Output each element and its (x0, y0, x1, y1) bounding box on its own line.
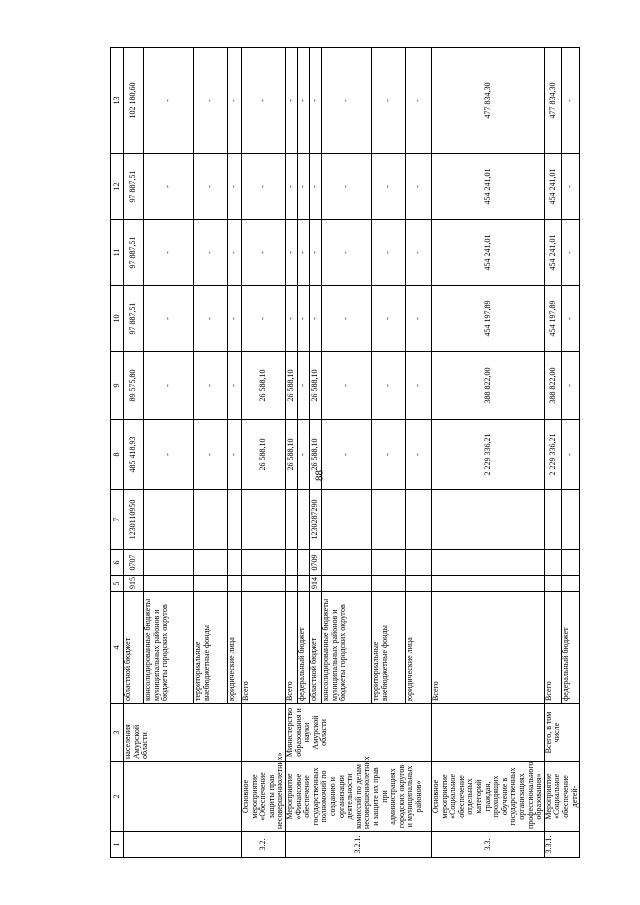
col-13-header: 13 (111, 48, 124, 154)
col-3-header: 3 (111, 704, 124, 762)
cell-rzpr: 0707 (124, 550, 144, 576)
table-row (242, 48, 286, 858)
cell-value: - (322, 220, 372, 286)
cell-source: юридические лица (406, 592, 432, 704)
cell-value: - (562, 286, 580, 352)
cell-index: 3.3.1. (544, 832, 579, 858)
cell-index: 3.2.1. (286, 832, 432, 858)
cell-source: Всего (544, 592, 562, 704)
cell-value: - (406, 48, 432, 154)
cell-value: 454 197,89 (432, 286, 545, 352)
cell-value: - (372, 220, 406, 286)
cell-value: - (298, 48, 310, 154)
cell-value: 2 229 336,21 (432, 420, 545, 490)
cell-value: 26 588,10 (286, 352, 298, 420)
cell-executor (432, 704, 545, 762)
cell-name: Мероприятие «Социальное обеспечение детей- (544, 762, 579, 832)
cell-value: - (194, 220, 228, 286)
cell-value: 26 588,10 (286, 420, 298, 490)
cell-source: консолидированные бюджеты муниципальных районов и бюджеты городских округов (322, 592, 372, 704)
cell-name: Мероприятие «Финансовое обеспечение государственных полномочий по созданию и организации деятельности комиссий по делам несовершеннолетних и защите их прав при администрациях городских округов и муниципальных районов» (286, 762, 432, 832)
cell-value: - (310, 48, 322, 154)
col-5-header: 5 (111, 576, 124, 592)
cell-value: - (406, 286, 432, 352)
cell-value: - (322, 286, 372, 352)
cell-value: - (562, 220, 580, 286)
cell-value: - (228, 154, 242, 220)
cell-source: территориальные внебюджетные фонды (372, 592, 406, 704)
cell-value: 97 887,51 (124, 220, 144, 286)
cell-value: - (372, 48, 406, 154)
table-row (124, 48, 144, 858)
col-1-header: 1 (111, 832, 124, 858)
cell-value: 454 241,01 (544, 220, 562, 286)
cell-value: - (406, 420, 432, 490)
col-12-header: 12 (111, 154, 124, 220)
cell-value: - (242, 48, 286, 154)
cell-index: 3.2. (242, 832, 286, 858)
cell-value: - (298, 286, 310, 352)
cell-csr: 1230110950 (124, 490, 144, 550)
cell-value: - (310, 220, 322, 286)
cell-source: Всего (432, 592, 545, 704)
cell-value: 388 822,00 (544, 352, 562, 420)
cell-source: юридические лица (228, 592, 242, 704)
cell-value: - (242, 220, 286, 286)
cell-value: - (286, 286, 298, 352)
col-4-header: 4 (111, 592, 124, 704)
cell-value: 26 588,10 (242, 420, 286, 490)
cell-value: - (242, 154, 286, 220)
cell-index (124, 832, 242, 858)
cell-grbs: 915 (124, 576, 144, 592)
cell-value: 477 834,30 (544, 48, 562, 154)
cell-grbs: 914 (310, 576, 322, 592)
cell-value: 2 229 336,21 (544, 420, 562, 490)
cell-value: - (286, 220, 298, 286)
cell-rzpr: 0709 (310, 550, 322, 576)
cell-name (124, 762, 242, 832)
cell-source: федеральный бюджет (298, 592, 310, 704)
cell-value: - (310, 154, 322, 220)
cell-value: - (144, 352, 194, 420)
cell-value: - (298, 352, 310, 420)
cell-source: областной бюджет (124, 592, 144, 704)
cell-value: - (194, 48, 228, 154)
cell-value: - (322, 352, 372, 420)
col-8-header: 8 (111, 420, 124, 490)
cell-value: 97 887,51 (124, 286, 144, 352)
cell-value: - (310, 286, 322, 352)
cell-value: - (194, 154, 228, 220)
cell-value: - (406, 220, 432, 286)
cell-value: - (298, 154, 310, 220)
col-11-header: 11 (111, 220, 124, 286)
cell-value: - (372, 154, 406, 220)
cell-value: - (194, 352, 228, 420)
cell-value: 454 241,01 (544, 154, 562, 220)
budget-table (110, 47, 580, 858)
cell-source: федеральный бюджет (562, 592, 580, 704)
table-row (286, 48, 298, 858)
cell-name: Основное мероприятие «Социальное обеспечение отдельных категорий граждан, проходящих обучение в государственных организациях профессионального образования» (432, 762, 545, 832)
cell-value: - (372, 420, 406, 490)
cell-value: - (144, 286, 194, 352)
col-10-header: 10 (111, 286, 124, 352)
cell-value: - (562, 352, 580, 420)
cell-value: - (562, 154, 580, 220)
column-number-row (111, 48, 124, 858)
cell-value: 26 588,10 (242, 352, 286, 420)
cell-value: - (144, 48, 194, 154)
cell-value: - (144, 154, 194, 220)
cell-value: - (228, 352, 242, 420)
cell-value: - (562, 420, 580, 490)
table-row (432, 48, 545, 858)
cell-value: - (228, 420, 242, 490)
cell-name: Основное мероприятие «Обеспечение защиты прав несовершеннолетних» (242, 762, 286, 832)
cell-value: - (562, 48, 580, 154)
cell-source: Всего (286, 592, 298, 704)
cell-value: - (372, 286, 406, 352)
cell-index: 3.3. (432, 832, 545, 858)
cell-value: 454 197,89 (544, 286, 562, 352)
cell-value: - (322, 154, 372, 220)
col-2-header: 2 (111, 762, 124, 832)
cell-value: 26 588,10 (310, 420, 322, 490)
col-7-header: 7 (111, 490, 124, 550)
cell-value: 485 418,93 (124, 420, 144, 490)
col-9-header: 9 (111, 352, 124, 420)
table-container (110, 48, 579, 858)
cell-value: - (406, 154, 432, 220)
cell-value: - (144, 420, 194, 490)
cell-value: 454 241,01 (432, 220, 545, 286)
cell-executor: Всего, в том числе (544, 704, 579, 762)
cell-value: - (228, 220, 242, 286)
cell-value: 477 834,30 (432, 48, 545, 154)
cell-value: 26 588,10 (310, 352, 322, 420)
col-6-header: 6 (111, 550, 124, 576)
cell-value: - (286, 48, 298, 154)
cell-csr: 1230287290 (310, 490, 322, 550)
page-number: 88 (313, 470, 326, 481)
cell-value: - (286, 154, 298, 220)
cell-value: - (194, 420, 228, 490)
cell-value: - (322, 48, 372, 154)
cell-value: - (228, 286, 242, 352)
cell-source: Всего (242, 592, 286, 704)
cell-value: - (144, 220, 194, 286)
table-row (544, 48, 562, 858)
cell-executor: населения Амурской области (124, 704, 242, 762)
cell-value: - (322, 420, 372, 490)
cell-value: 89 575,80 (124, 352, 144, 420)
cell-value: 388 822,00 (432, 352, 545, 420)
cell-value: - (194, 286, 228, 352)
cell-value: 97 887,51 (124, 154, 144, 220)
cell-value: - (242, 286, 286, 352)
cell-value: - (228, 48, 242, 154)
cell-source: областной бюджет (310, 592, 322, 704)
rotated-table-frame (110, 48, 579, 858)
cell-value: - (298, 420, 310, 490)
cell-value: - (298, 220, 310, 286)
cell-value: - (406, 352, 432, 420)
cell-source: консолидированные бюджеты муниципальных районов и бюджеты городских округов (144, 592, 194, 704)
cell-source: территориальные внебюджетные фонды (194, 592, 228, 704)
cell-value: 102 180,60 (124, 48, 144, 154)
cell-executor: Министерство образования и науки Амурской области (286, 704, 432, 762)
cell-value: 454 241,01 (432, 154, 545, 220)
cell-value: - (372, 352, 406, 420)
